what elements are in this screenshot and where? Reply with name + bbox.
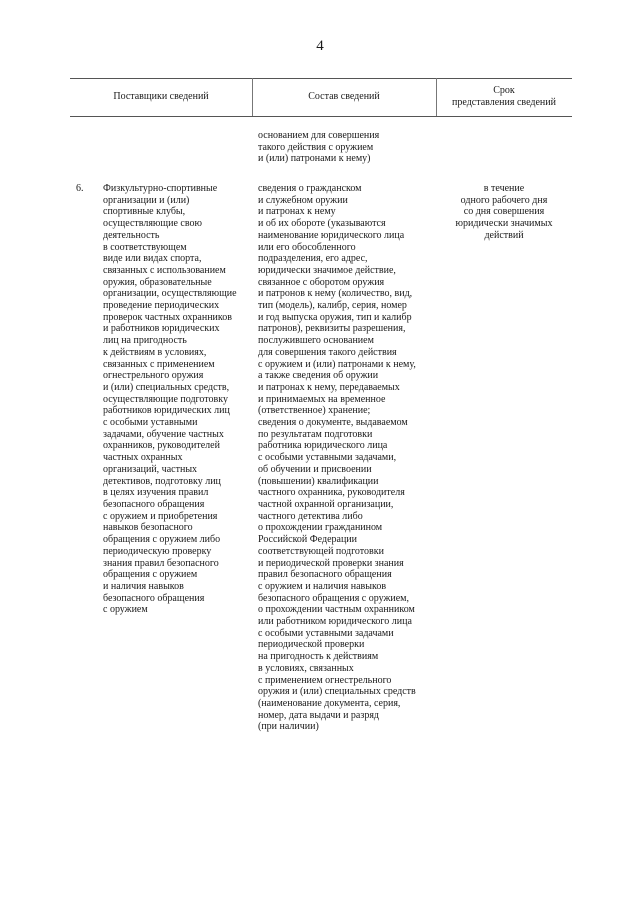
table-header-bottom-rule <box>70 116 572 117</box>
header-suppliers: Поставщики сведений <box>113 91 209 102</box>
table-header-top-rule <box>70 78 572 79</box>
row-composition: сведения о гражданском и служебном оружии и патронах к нему и об их обороте (указываются наименование юридического лица или его обособленного подразделения, его адрес, юридически значимое действие, связанное с оборотом оружия и патронов к нему (количество, вид, тип (модель), калибр, серия, номер и год выпуска оружия, тип и калибр патронов), реквизиты разрешения, послужившего основанием для совершения такого действия с оружием и (или) патронами к нему, а также сведения об оружии и патронах к нему, передаваемых и принимаемых на временное (ответственное) хранение; сведения о документе, выдаваемом по результатам подготовки работника юридического лица с особыми уставными задачами, об обучении и присвоении (повышении) квалификации частного охранника, руководителя частной охранной организации, частного детектива либо о прохождении гражданином Российской Федерации соответствующей подготовки и периодической проверки знания правил безопасного обращения с оружием и наличия навыков безопасного обращения с оружием, о прохождении частным охранником или работником юридического лица с особыми уставными задачами периодической проверки на пригодность к действиям в условиях, связанных с применением огнестрельного оружия и (или) специальных средств (наименование документа, серия, номер, дата выдачи и разряд (при наличии) <box>258 183 416 733</box>
page-number: 4 <box>316 38 324 54</box>
row-deadline: в течение одного рабочего дня со дня совершения юридически значимых действий <box>455 183 553 241</box>
header-deadline: Срок представления сведений <box>452 85 556 108</box>
row-suppliers: Физкультурно-спортивные организации и (или) спортивные клубы, осуществляющие свою деятельность в соответствующем виде или видах спорта, связанных с использованием оружия, образовательные организации, осуществляющие проведение периодических проверок частных охранников и работников юридических лиц на пригодность к действиям в условиях, связанных с применением огнестрельного оружия и (или) специальных средств, осуществляющие подготовку работников юридических лиц с особыми уставными задачами, обучение частных охранников, руководителей частных охранных организаций, частных детективов, подготовку лиц в целях изучения правил безопасного обращения с оружием и приобретения навыков безопасного обращения с оружием либо периодическую проверку знания правил безопасного обращения с оружием и наличия навыков безопасного обращения с оружием <box>103 183 237 616</box>
header-composition: Состав сведений <box>308 91 380 102</box>
composition-continuation: основанием для совершения такого действия с оружием и (или) патронами к нему) <box>258 130 380 165</box>
row-number: 6. <box>76 183 84 194</box>
